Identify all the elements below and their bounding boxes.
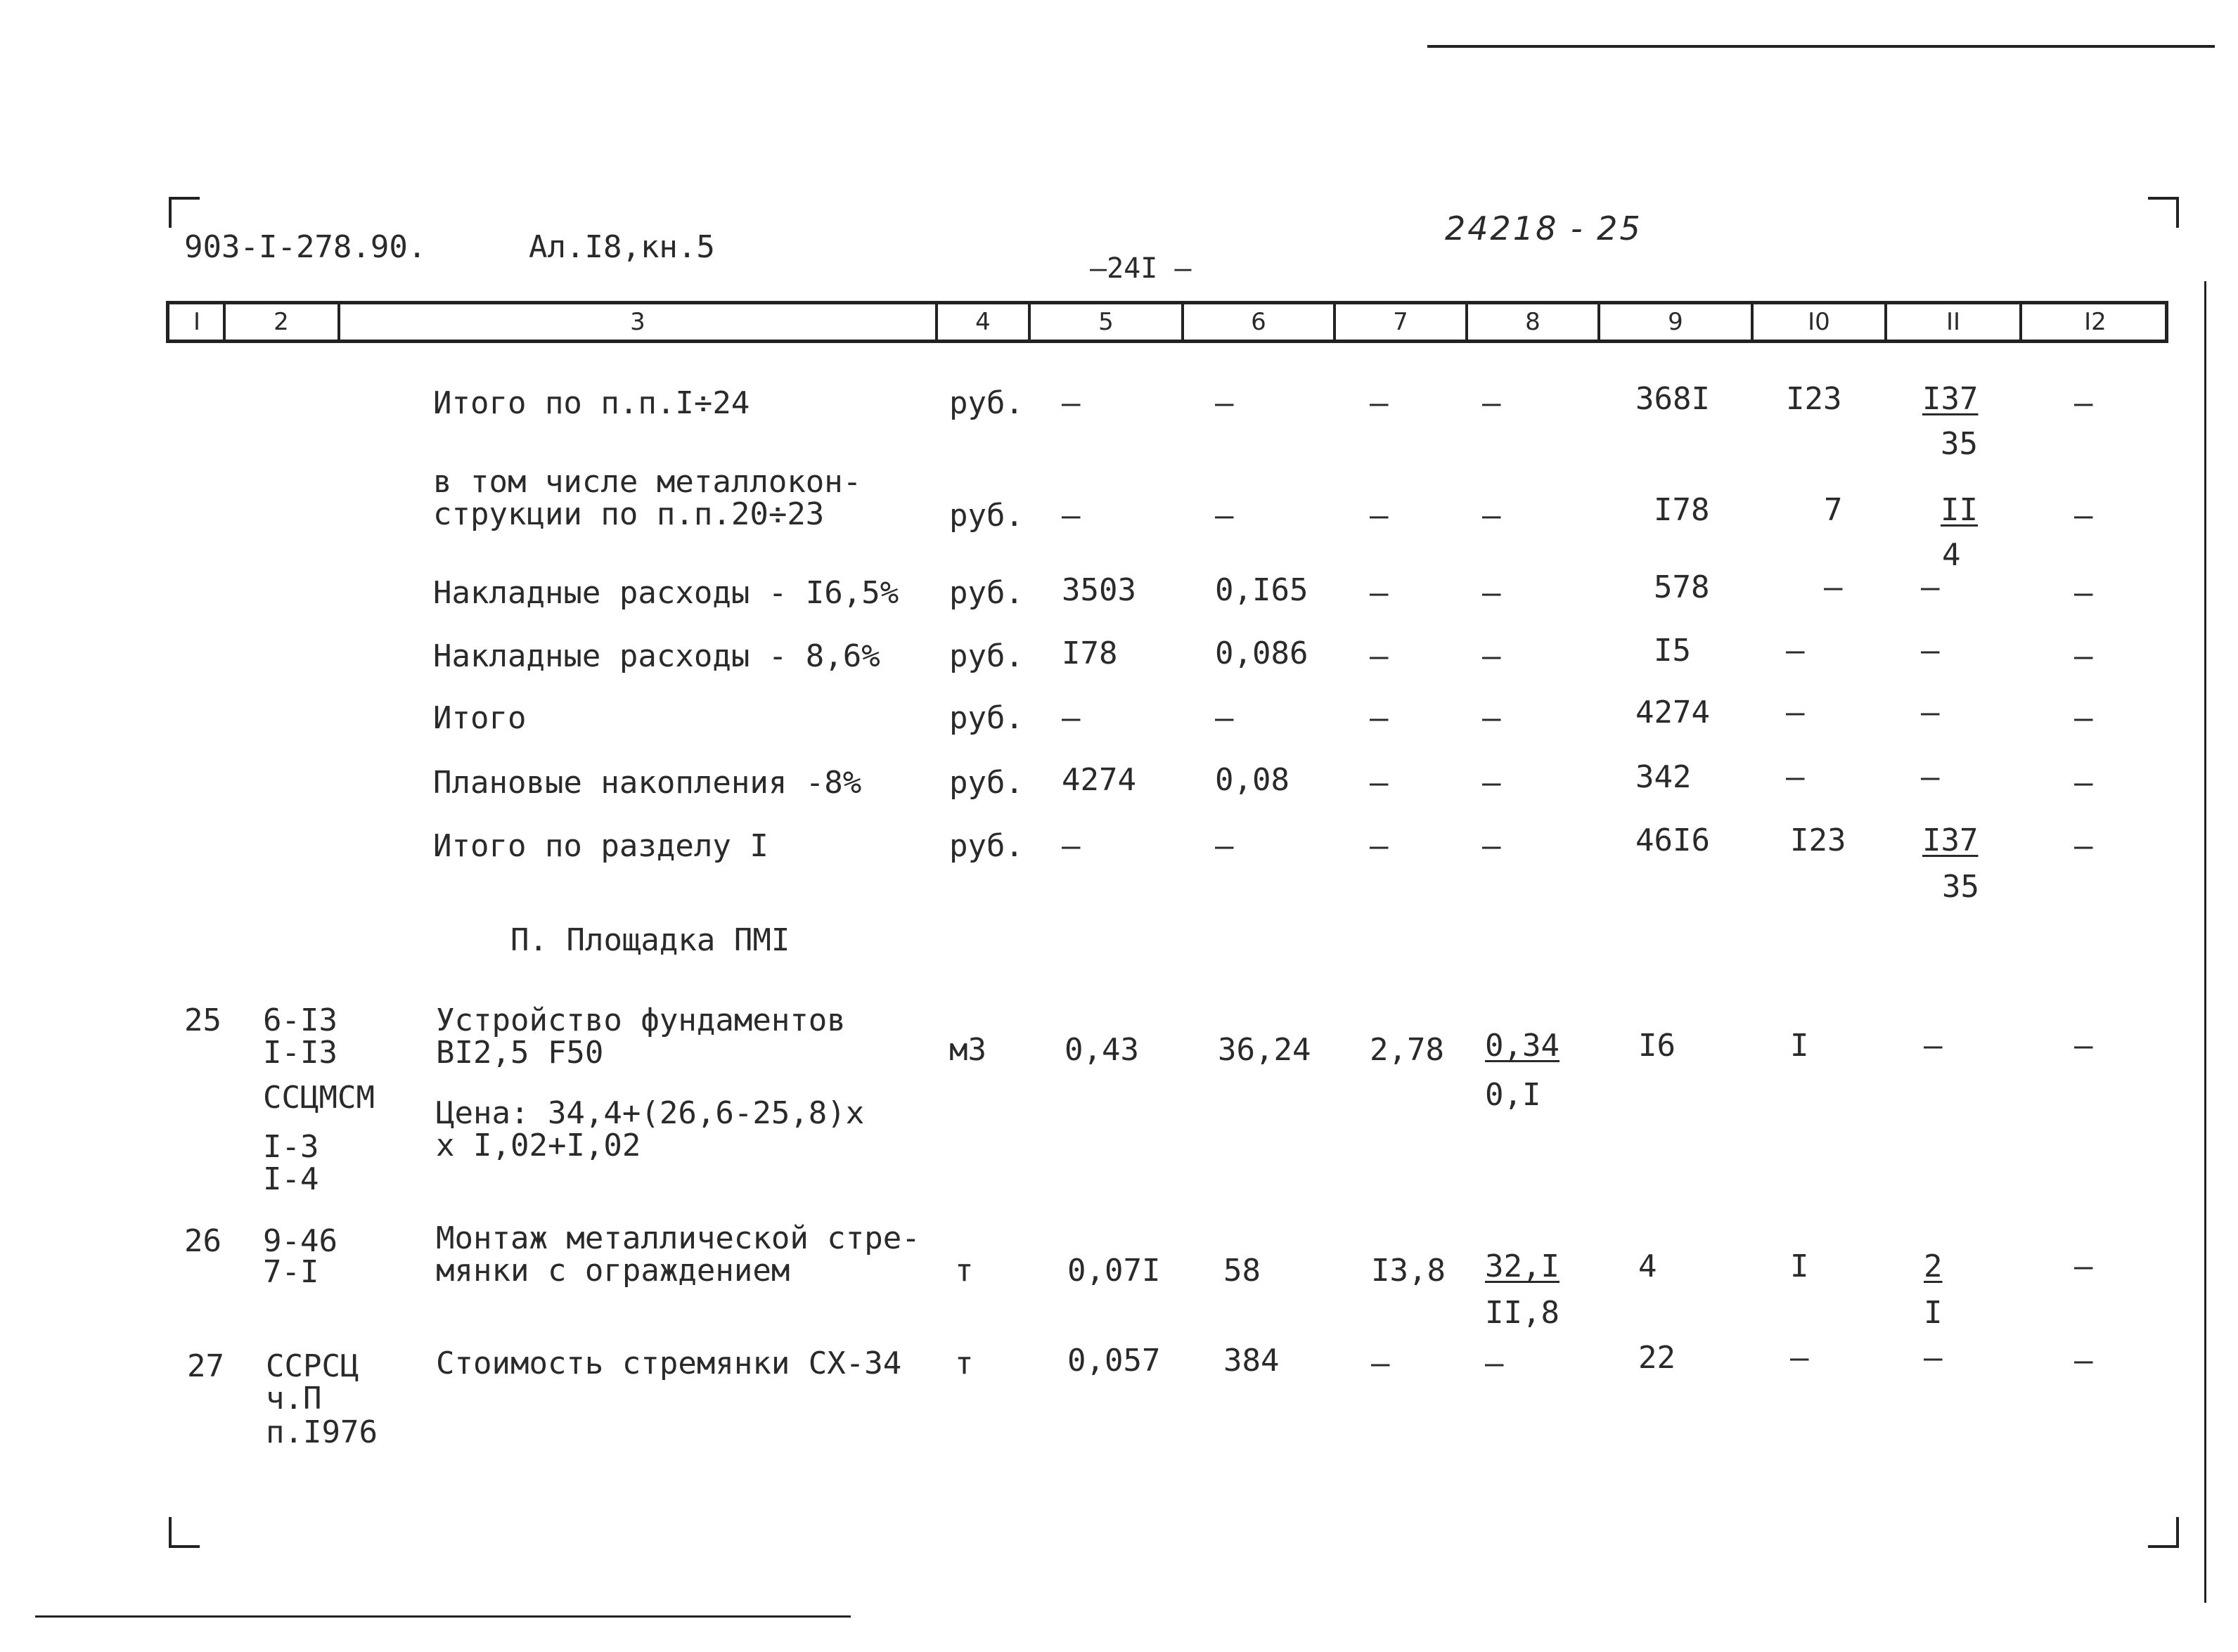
unit-cell: т <box>955 1253 974 1289</box>
unit-cell: м3 <box>949 1032 986 1068</box>
code-line: ч.П <box>266 1381 322 1417</box>
cell-c12: – <box>2074 828 2093 864</box>
item-desc-line2: ВI2,5 F50 <box>436 1035 604 1071</box>
cell-c8: – <box>1482 765 1501 801</box>
cell-c11: – <box>1921 633 1940 669</box>
code-line: ССЦМСМ <box>263 1080 375 1116</box>
cell-c5: – <box>1062 700 1081 736</box>
cell-c7: – <box>1370 638 1389 674</box>
cell-c7: – <box>1370 765 1389 801</box>
top-right-rule <box>1427 45 2215 48</box>
row-label: Плановые накопления -8% <box>433 765 862 801</box>
cell-c6: – <box>1215 498 1234 534</box>
cell-c10: I23 <box>1790 822 1846 858</box>
cell-c9: 342 <box>1635 759 1692 795</box>
cell-c9: 46I6 <box>1635 822 1710 858</box>
cell-c8: – <box>1482 700 1501 736</box>
price-formula-line1: Цена: 34,4+(26,6-25,8)х <box>436 1095 865 1131</box>
unit-cell: руб. <box>949 700 1024 736</box>
row-label-line1: в том числе металлокон- <box>433 464 862 500</box>
cell-c8: – <box>1482 498 1501 534</box>
cell-c7: 2,78 <box>1370 1032 1444 1068</box>
code-line: I-I3 <box>263 1035 337 1071</box>
album-ref: Ал.I8,кн.5 <box>529 229 715 265</box>
row-number: 26 <box>184 1223 221 1259</box>
cell-c9: 368I <box>1635 381 1710 417</box>
cell-c11: – <box>1924 1340 1943 1376</box>
code-line: п.I976 <box>266 1414 378 1450</box>
cell-c5: 0,43 <box>1065 1032 1139 1068</box>
col-header-3: 3 <box>630 308 645 336</box>
cell-c5: – <box>1062 385 1081 421</box>
cell-c5: – <box>1062 828 1081 864</box>
cell-c7: I3,8 <box>1371 1253 1446 1289</box>
cell-c11-top: I37 <box>1922 381 1979 417</box>
row-label-line2: струкции по п.п.20÷23 <box>433 496 825 532</box>
cell-c9: 4 <box>1638 1248 1657 1284</box>
cell-c10: – <box>1786 695 1805 730</box>
cell-c8: – <box>1482 575 1501 611</box>
unit-cell: руб. <box>949 498 1024 534</box>
col-header-11: II <box>1946 308 1961 336</box>
cell-c7: – <box>1370 828 1389 864</box>
cell-c5: – <box>1062 498 1081 534</box>
item-desc-line1: Стоимость стремянки СХ-34 <box>436 1346 902 1381</box>
unit-cell: т <box>955 1346 974 1381</box>
col-header-2: 2 <box>274 308 289 336</box>
col-header-1: I <box>193 308 201 336</box>
col-header-10: I0 <box>1808 308 1830 336</box>
unit-cell: руб. <box>949 575 1024 611</box>
col-header-12: I2 <box>2084 308 2107 336</box>
cell-c7: – <box>1370 498 1389 534</box>
cell-c10: I23 <box>1786 381 1842 417</box>
cell-c6: 0,086 <box>1215 635 1308 671</box>
cell-c9: 578 <box>1654 569 1710 605</box>
cell-c8-bottom: II,8 <box>1485 1295 1559 1331</box>
cell-c12: – <box>2074 1028 2093 1064</box>
cell-c7: – <box>1370 700 1389 736</box>
cell-c5: 0,057 <box>1067 1343 1161 1379</box>
cell-c10: – <box>1824 569 1843 605</box>
cell-c10: – <box>1786 633 1805 669</box>
row-label: Накладные расходы - 8,6% <box>433 638 880 674</box>
unit-cell: руб. <box>949 765 1024 801</box>
cell-c5: 3503 <box>1062 572 1136 608</box>
cell-c10: I <box>1790 1028 1809 1064</box>
code-line: ССРСЦ <box>266 1348 359 1384</box>
cell-c7: – <box>1370 575 1389 611</box>
col-header-8: 8 <box>1525 308 1541 336</box>
handwritten-inventory-number: 24218 - 25 <box>1445 209 1642 247</box>
cell-c12: – <box>2074 700 2093 736</box>
cell-c11: – <box>1921 695 1940 730</box>
cell-c9: I6 <box>1638 1028 1676 1064</box>
page-number: —24I — <box>1090 252 1192 285</box>
cell-c8: – <box>1482 828 1501 864</box>
cell-c12: – <box>2074 498 2093 534</box>
item-desc-line1: Устройство фундаментов <box>436 1002 846 1038</box>
doc-code: 903-I-278.90. <box>184 229 427 265</box>
cell-c12: – <box>2074 385 2093 421</box>
section-title: П. Площадка ПМI <box>510 922 790 958</box>
bottom-left-rule <box>35 1615 851 1618</box>
item-desc-line2: мянки с ограждением <box>436 1253 790 1289</box>
cell-c11-bottom: I <box>1924 1295 1943 1331</box>
corner-top-left <box>169 197 200 228</box>
col-header-5: 5 <box>1098 308 1114 336</box>
cell-c5: 4274 <box>1062 762 1136 798</box>
cell-c11: – <box>1924 1028 1943 1064</box>
col-header-7: 7 <box>1393 308 1408 336</box>
cell-c6: 384 <box>1223 1343 1280 1379</box>
cell-c10: – <box>1786 759 1805 795</box>
cell-c8: – <box>1482 385 1501 421</box>
cell-c11: – <box>1921 569 1940 605</box>
cell-c12: – <box>2074 638 2093 674</box>
cell-c8: – <box>1485 1346 1504 1381</box>
cell-c12: – <box>2074 1248 2093 1284</box>
cell-c8-top: 32,I <box>1485 1248 1559 1284</box>
code-line: 6-I3 <box>263 1002 337 1038</box>
right-edge-line <box>2204 281 2206 1603</box>
price-formula-line2: х I,02+I,02 <box>436 1128 641 1163</box>
cell-c12: – <box>2074 575 2093 611</box>
col-header-4: 4 <box>975 308 991 336</box>
cell-c6: 0,I65 <box>1215 572 1308 608</box>
cell-c12: – <box>2074 765 2093 801</box>
row-label: Накладные расходы - I6,5% <box>433 575 899 611</box>
cell-c6: – <box>1215 828 1234 864</box>
cell-c6: 36,24 <box>1218 1032 1311 1068</box>
col-header-9: 9 <box>1668 308 1683 336</box>
cell-c11-top: I37 <box>1922 822 1979 858</box>
cell-c11-top: II <box>1941 492 1978 528</box>
cell-c7: – <box>1371 1346 1390 1381</box>
cell-c6: 0,08 <box>1215 762 1290 798</box>
item-desc-line1: Монтаж металлической стре- <box>436 1220 920 1256</box>
cell-c8-top: 0,34 <box>1485 1028 1559 1064</box>
unit-cell: руб. <box>949 385 1024 421</box>
col-header-6: 6 <box>1251 308 1266 336</box>
cell-c7: – <box>1370 385 1389 421</box>
cell-c9: I5 <box>1654 633 1691 669</box>
cell-c9: 22 <box>1638 1340 1676 1376</box>
cell-c8-bottom: 0,I <box>1485 1077 1541 1113</box>
cell-c9: 4274 <box>1635 695 1710 730</box>
code-line: I-4 <box>263 1161 319 1197</box>
cell-c8: – <box>1482 638 1501 674</box>
row-label: Итого <box>433 700 527 736</box>
cell-c12: – <box>2074 1343 2093 1379</box>
cell-c9: I78 <box>1654 492 1710 528</box>
code-line: 9-46 <box>263 1223 337 1259</box>
cell-c6: – <box>1215 700 1234 736</box>
cell-c11-bottom: 35 <box>1941 426 1978 462</box>
cell-c10: 7 <box>1824 492 1843 528</box>
row-label: Итого по разделу I <box>433 828 768 864</box>
cell-c6: – <box>1215 385 1234 421</box>
row-label: Итого по п.п.I÷24 <box>433 385 750 421</box>
cell-c10: – <box>1790 1340 1809 1376</box>
corner-top-right <box>2148 197 2179 228</box>
code-line: 7-I <box>263 1254 319 1290</box>
unit-cell: руб. <box>949 828 1024 864</box>
corner-bottom-right <box>2148 1517 2179 1548</box>
code-line: I-3 <box>263 1129 319 1165</box>
unit-cell: руб. <box>949 638 1024 674</box>
row-number: 25 <box>184 1002 221 1038</box>
cell-c5: 0,07I <box>1067 1253 1161 1289</box>
cell-c10: I <box>1790 1248 1809 1284</box>
cell-c11-top: 2 <box>1924 1248 1943 1284</box>
cell-c6: 58 <box>1223 1253 1261 1289</box>
cell-c11-bottom: 35 <box>1942 869 1979 905</box>
cell-c11: – <box>1921 759 1940 795</box>
cell-c11-bottom: 4 <box>1942 537 1961 573</box>
cell-c5: I78 <box>1062 635 1118 671</box>
corner-bottom-left <box>169 1517 200 1548</box>
row-number: 27 <box>187 1348 224 1384</box>
